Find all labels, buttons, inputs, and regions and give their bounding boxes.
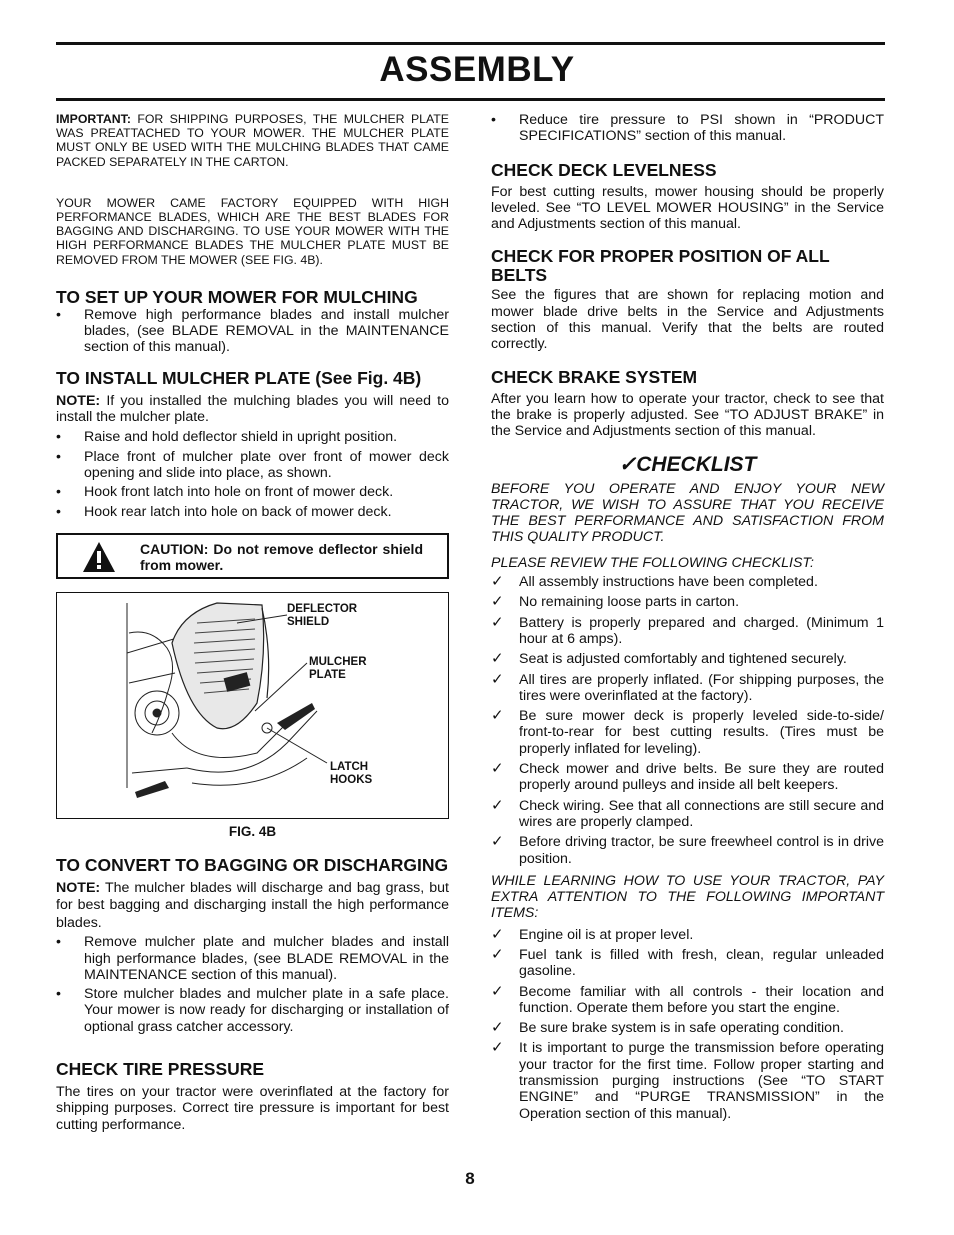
checkmark-icon: ✓	[491, 707, 504, 725]
factory-notice: YOUR MOWER CAME FACTORY EQUIPPED WITH HIGH PERFORMANCE BLADES, WHICH ARE THE BEST BLADES FOR BAGGING AND DISCHARGING. TO USE YOUR MOWER WITH THE HIGH PERFORMANCE BLADES THE MULCHER PLATE MUST BE REMOVED FROM THE MOWER (SEE FIG. 4B).	[56, 195, 449, 267]
list-item: • Raise and hold deflector shield in upright position.	[56, 429, 449, 445]
belts-text: See the figures that are shown for replacing motion and mower blade drive belts in the Service and Adjustments section of this manual. Verify that the belts are routed correctly.	[491, 287, 884, 353]
checkmark-icon: ✓	[491, 1039, 504, 1057]
list-item	[491, 708, 884, 757]
convert-heading: TO CONVERT TO BAGGING OR DISCHARGING	[56, 854, 449, 875]
mulching-list	[56, 307, 449, 356]
list-item	[491, 672, 884, 705]
item-text: Check mower and drive belts. Be sure they are routed properly around pulleys and inside all belt keepers.	[519, 761, 884, 794]
warning-icon	[82, 541, 116, 573]
learning-list	[491, 927, 884, 1122]
right-column	[491, 112, 884, 1122]
install-note	[56, 393, 449, 426]
list-item: • Hook front latch into hole on front of mower deck.	[56, 484, 449, 500]
item-text: It is important to purge the transmission before operating your tractor for the first time. Follow proper starting and transmission purging instructions (See “TO START ENGINE” and “PURGE TRANSMISSION” in the Operation section of this manual).	[519, 1040, 884, 1122]
note-text: The mulcher blades will discharge and bag grass, but for best bagging and discharging install the high performance blades.	[56, 879, 449, 931]
checklist	[491, 574, 884, 867]
label-latch-hooks: LATCH HOOKS	[330, 760, 373, 786]
list-item	[491, 594, 884, 610]
mulcher-illustration	[57, 593, 449, 818]
item-text: Become familiar with all controls - their location and function. Operate them before you start the engine.	[519, 983, 884, 1016]
important-label: IMPORTANT:	[56, 112, 131, 126]
list-item: • Remove high performance blades and install mulcher blades, (see BLADE REMOVAL in the MAINTENANCE section of this manual).	[56, 307, 449, 356]
item-text: Be sure mower deck is properly leveled side-to-side/ front-to-rear for best cutting results. (Tires must be properly inflated for leveling).	[519, 708, 884, 757]
list-item	[491, 798, 884, 831]
checkmark-icon: ✓	[491, 573, 504, 591]
checkmark-icon: ✓	[491, 1019, 504, 1037]
item-text: Before driving tractor, be sure freewheel control is in drive position.	[519, 834, 884, 867]
list-item: • Reduce tire pressure to PSI shown in “PRODUCT SPECIFICATIONS” section of this manual.	[491, 112, 884, 145]
label-mulcher-plate: MULCHER PLATE	[309, 655, 367, 681]
convert-list	[56, 934, 449, 1035]
page-number: 8	[465, 1169, 475, 1188]
list-item	[491, 651, 884, 667]
item-text: Engine oil is at proper level.	[519, 926, 694, 943]
checklist-review: PLEASE REVIEW THE FOLLOWING CHECKLIST:	[491, 554, 814, 571]
install-list	[56, 429, 449, 519]
checkmark-icon: ✓	[491, 613, 504, 631]
item-text: No remaining loose parts in carton.	[519, 594, 740, 611]
list-item	[491, 984, 884, 1017]
note-label: NOTE:	[56, 392, 101, 409]
checkmark-icon: ✓	[491, 670, 504, 688]
item-text: Seat is adjusted comfortably and tightened securely.	[519, 651, 847, 668]
note-label: NOTE:	[56, 879, 101, 896]
checkmark-icon: ✓	[491, 650, 504, 668]
checkmark-icon: ✓	[491, 796, 504, 814]
item-text: Check wiring. See that all connections are still secure and wires are properly clamped.	[519, 797, 884, 830]
important-text: FOR SHIPPING PURPOSES, THE MULCHER PLATE WAS PREATTACHED TO YOUR MOWER. THE MULCHER PLATE MUST ONLY BE USED WITH THE MULCHING BLADES THAT CAME PACKED SEPARATELY IN THE CARTON.	[56, 112, 450, 169]
page-title: ASSEMBLY	[379, 50, 575, 89]
list-item	[491, 1040, 884, 1121]
install-heading: TO INSTALL MULCHER PLATE (See Fig. 4B)	[56, 367, 422, 388]
top-rule	[56, 42, 885, 45]
checkmark-icon: ✓	[491, 760, 504, 778]
checklist-title-text: CHECKLIST	[636, 452, 757, 476]
list-item: • Store mulcher blades and mulcher plate in a safe place. Your mower is now ready for discharging or installation of optional grass catcher accessory.	[56, 986, 449, 1035]
checkmark-icon: ✓	[618, 452, 637, 476]
learning-intro: WHILE LEARNING HOW TO USE YOUR TRACTOR, PAY EXTRA ATTENTION TO THE FOLLOWING IMPORTANT ITEMS:	[491, 872, 884, 922]
note-text: If you installed the mulching blades you will need to install the mulcher plate.	[56, 392, 449, 426]
item-text: All assembly instructions have been completed.	[519, 574, 818, 591]
checkmark-icon: ✓	[491, 593, 504, 611]
deck-text: For best cutting results, mower housing should be properly leveled. See “TO LEVEL MOWER HOUSING” in the Service and Adjustments section of this manual.	[491, 183, 884, 233]
caution-text: CAUTION: Do not remove deflector shield from mower.	[140, 540, 423, 573]
checkmark-icon: ✓	[491, 925, 504, 943]
figure-4b	[56, 592, 449, 819]
list-item: • Hook rear latch into hole on back of mower deck.	[56, 504, 449, 520]
item-text: Be sure brake system is in safe operating condition.	[519, 1020, 844, 1037]
title-rule	[56, 98, 885, 101]
mulching-heading: TO SET UP YOUR MOWER FOR MULCHING	[56, 286, 418, 307]
checkmark-icon: ✓	[491, 945, 504, 963]
label-deflector-shield: DEFLECTOR SHIELD	[287, 602, 358, 628]
checkmark-icon: ✓	[491, 833, 504, 851]
list-item: • Remove mulcher plate and mulcher blades and install high performance blades, (see BLADE REMOVAL in the MAINTENANCE section of this manual).	[56, 934, 449, 983]
checkmark-icon: ✓	[491, 982, 504, 1000]
brake-text: After you learn how to operate your tractor, check to see that the brake is properly adjusted. See “TO ADJUST BRAKE” in the Service and Adjustments section of this manual.	[491, 390, 884, 440]
tire-heading: CHECK TIRE PRESSURE	[56, 1059, 265, 1080]
list-item	[491, 947, 884, 980]
tire-text: The tires on your tractor were overinflated at the factory for shipping purposes. Correct tire pressure is important for best cutting performance.	[56, 1084, 449, 1133]
list-item	[491, 574, 884, 590]
belts-heading: CHECK FOR PROPER POSITION OF ALL BELTS	[491, 246, 830, 286]
convert-note	[56, 880, 449, 933]
checklist-intro: BEFORE YOU OPERATE AND ENJOY YOUR NEW TRACTOR, WE WISH TO ASSURE THAT YOU RECEIVE THE BEST PERFORMANCE AND SATISFACTION FROM THIS QUALITY PRODUCT.	[491, 480, 884, 546]
item-text: Fuel tank is filled with fresh, clean, regular unleaded gasoline.	[519, 946, 884, 980]
list-item: • Place front of mulcher plate over front of mower deck opening and slide into place, as shown.	[56, 449, 449, 482]
checklist-title	[491, 452, 884, 477]
deck-heading: CHECK DECK LEVELNESS	[491, 159, 717, 180]
list-item	[491, 1020, 884, 1036]
list-item	[491, 834, 884, 867]
item-text: Battery is properly prepared and charged. (Minimum 1 hour at 6 amps).	[519, 614, 884, 647]
important-notice	[56, 112, 449, 169]
left-column	[56, 112, 449, 1133]
list-item	[491, 927, 884, 943]
list-item	[491, 615, 884, 648]
list-item	[491, 761, 884, 794]
brake-heading: CHECK BRAKE SYSTEM	[491, 366, 698, 387]
item-text: All tires are properly inflated. (For shipping purposes, the tires were overinflated at the factory).	[519, 671, 884, 704]
tire-list	[491, 112, 884, 145]
figure-caption: FIG. 4B	[228, 823, 277, 839]
caution-box	[56, 533, 449, 579]
